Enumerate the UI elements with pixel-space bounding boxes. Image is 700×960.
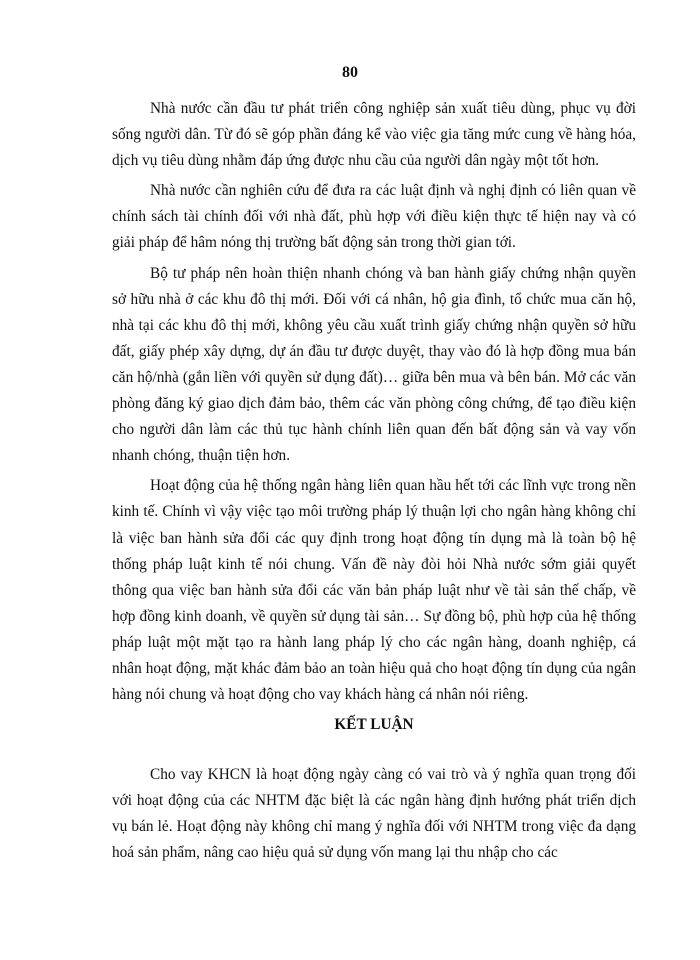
paragraph-land-finance-policy: Nhà nước cần nghiên cứu để đưa ra các luật định và nghị định có liên quan về chính sách tài chính đối với nhà đất, phù hợp với điều kiện thực tế hiện nay và có giải pháp để hâm nóng thị trường bất động sản trong thời gian tới. xyxy=(112,182,636,252)
paragraph-ministry-of-justice: Bộ tư pháp nên hoàn thiện nhanh chóng và ban hành giấy chứng nhận quyền sở hữu nhà ở các khu đô thị mới. Đối với cá nhân, hộ gia đình, tổ chức mua căn hộ, nhà tại các khu đô thị mới, không yêu cầu xuất trình giấy chứng nhận quyền sở hữu đất, giấy phép xây dựng, dự án đầu tư được duyệt, thay vào đó là hợp đồng mua bán căn hộ/nhà (gắn liền với quyền sử dụng đất)… giữa bên mua và bên bán. Mở các văn phòng đăng ký giao dịch đảm bảo, thêm các văn phòng công chứng, để tạo điều kiện cho người dân làm các thủ tục hành chính liên quan đến bất động sản và vay vốn nhanh chóng, thuận tiện hơn. xyxy=(112,264,636,465)
conclusion-heading: KẾT LUẬN xyxy=(334,716,414,734)
paragraph-industrial-investment: Nhà nước cần đầu tư phát triển công nghiệp sản xuất tiêu dùng, phục vụ đời sống người dân. Từ đó sẽ góp phần đáng kể vào việc gia tăng mức cung về hàng hóa, dịch vụ tiêu dùng nhằm đáp ứng được nhu cầu của người dân ngày một tốt hơn. xyxy=(112,100,636,170)
paragraph-banking-legal-environment: Hoạt động của hệ thống ngân hàng liên quan hầu hết tới các lĩnh vực trong nền kinh tế. Chính vì vậy việc tạo môi trường pháp lý thuận lợi cho ngân hàng không chỉ là việc ban hành sửa đổi các quy định trong hoạt động tín dụng mà là toàn bộ hệ thống pháp luật kinh tế nói chung. Vấn đề này đòi hỏi Nhà nước sớm giải quyết thông qua việc ban hành sửa đổi các văn bản pháp luật như về tài sản thế chấp, về hợp đồng kinh doanh, về quyền sử dụng tài sản… Sự đồng bộ, phù hợp của hệ thống pháp luật một mặt tạo ra hành lang pháp lý cho các ngân hàng, doanh nghiệp, cá nhân hoạt động, mặt khác đảm bảo an toàn hiệu quả cho hoạt động tín dụng của ngân hàng nói chung và hoạt động cho vay khách hàng cá nhân nói riêng. xyxy=(112,477,636,704)
page-number: 80 xyxy=(342,64,358,81)
page-body xyxy=(112,96,636,871)
conclusion-paragraph: Cho vay KHCN là hoạt động ngày càng có vai trò và ý nghĩa quan trọng đối với hoạt động của các NHTM đặc biệt là các ngân hàng định hướng phát triển dịch vụ bán lẻ. Hoạt động này không chỉ mang ý nghĩa đối với NHTM trong việc đa dạng hoá sản phẩm, nâng cao hiệu quả sử dụng vốn mang lại thu nhập cho các xyxy=(112,766,636,862)
